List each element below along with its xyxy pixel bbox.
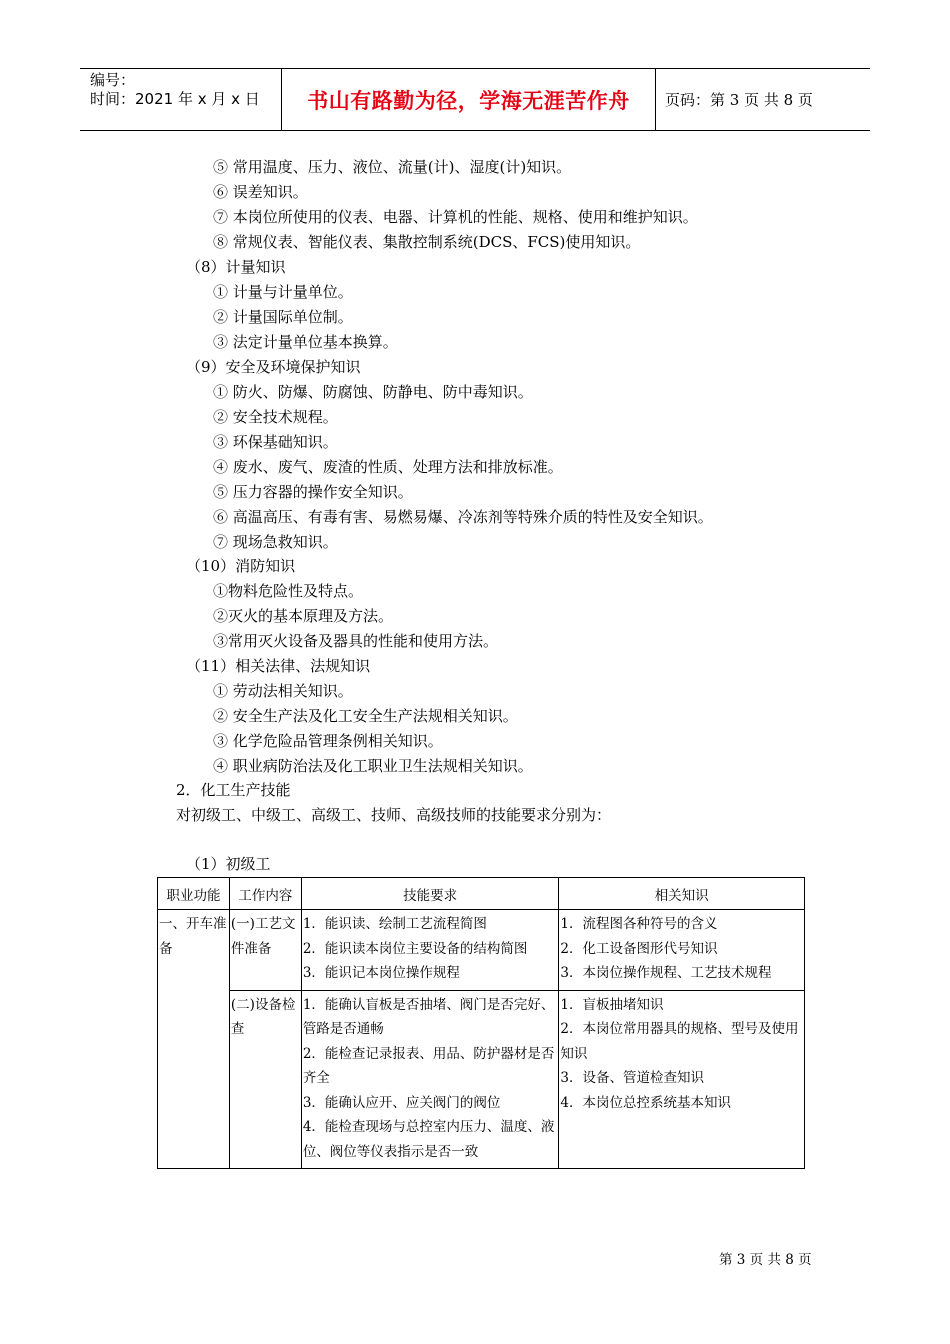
skill-item: 2．能检查记录报表、用品、防护器材是否齐全 <box>302 1045 555 1086</box>
list-item: ⑦ 现场急救知识。 <box>213 533 338 551</box>
list-item: ⑦ 本岗位所使用的仪表、电器、计算机的性能、规格、使用和维护知识。 <box>213 208 698 226</box>
knowledge-cell <box>559 910 805 991</box>
content-text: (一)工艺文件准备 <box>230 916 296 957</box>
table-row <box>158 910 805 991</box>
table-row <box>158 990 805 1169</box>
list-item: ②灭火的基本原理及方法。 <box>213 607 394 625</box>
knowledge-item: 3．本岗位操作规程、工艺技术规程 <box>560 965 772 981</box>
list-item: ⑤ 压力容器的操作安全知识。 <box>213 483 413 501</box>
page-footer: 第 3 页 共 8 页 <box>719 1252 812 1268</box>
paragraph: 对初级工、中级工、高级工、技师、高级技师的技能要求分别为： <box>176 806 612 824</box>
header-knowledge: 相关知识 <box>559 878 805 910</box>
knowledge-item: 1．盲板抽堵知识 <box>560 996 664 1013</box>
knowledge-item: 4．本岗位总控系统基本知识 <box>560 1094 731 1111</box>
knowledge-item: 2．本岗位常用器具的规格、型号及使用知识 <box>560 1021 799 1062</box>
list-item: ④ 职业病防治法及化工职业卫生法规相关知识。 <box>213 757 533 775</box>
list-item: ③ 环保基础知识。 <box>213 433 338 451</box>
list-item: ③ 法定计量单位基本换算。 <box>213 333 398 351</box>
knowledge-cell <box>559 990 805 1169</box>
skill-item: 3．能确认应开、应关阀门的阀位 <box>302 1094 501 1111</box>
function-text: 一、开车准备 <box>159 916 227 957</box>
header-page-number: 页码：第 3 页 共 8 页 <box>665 91 813 109</box>
section-heading: （10）消防知识 <box>186 557 296 575</box>
knowledge-item: 2．化工设备图形代号知识 <box>560 940 718 957</box>
list-item: ① 劳动法相关知识。 <box>213 682 353 700</box>
header-motto: 书山有路勤为径，学海无涯苦作舟 <box>281 69 656 130</box>
list-item: ① 防火、防爆、防腐蚀、防静电、防中毒知识。 <box>213 383 533 401</box>
subsection-heading: （1）初级工 <box>186 855 271 873</box>
header-meta <box>90 71 260 109</box>
skill-item: 3．能识记本岗位操作规程 <box>302 965 460 981</box>
skills-cell <box>301 990 559 1169</box>
page-header <box>80 68 870 131</box>
content-cell <box>229 990 301 1169</box>
list-item: ①物料危险性及特点。 <box>213 582 364 600</box>
skill-item: 4．能检查现场与总控室内压力、温度、液位、阀位等仪表指示是否一致 <box>302 1119 555 1160</box>
function-cell <box>158 910 230 1169</box>
list-item: ② 计量国际单位制。 <box>213 308 353 326</box>
skill-item: 1．能确认盲板是否抽堵、阀门是否完好、管路是否通畅 <box>302 996 555 1037</box>
section-heading: 2．化工生产技能 <box>176 781 291 799</box>
list-item: ② 安全技术规程。 <box>213 408 338 426</box>
content-text: (二)设备检查 <box>230 996 296 1037</box>
skill-item: 1．能识读、绘制工艺流程简图 <box>302 916 487 932</box>
section-heading: （8）计量知识 <box>186 258 286 276</box>
skill-item: 2．能识读本岗位主要设备的结构简图 <box>302 940 528 957</box>
list-item: ③ 化学危险品管理条例相关知识。 <box>213 732 443 750</box>
section-heading: （11）相关法律、法规知识 <box>186 657 371 675</box>
doc-number-label: 编号： <box>90 71 136 89</box>
list-item: ⑥ 误差知识。 <box>213 183 308 201</box>
skills-cell <box>301 910 559 991</box>
knowledge-item: 3．设备、管道检查知识 <box>560 1070 704 1086</box>
skill-table <box>157 877 805 1169</box>
header-content: 工作内容 <box>229 878 301 910</box>
knowledge-item: 1．流程图各种符号的含义 <box>560 916 718 932</box>
list-item: ⑧ 常规仪表、智能仪表、集散控制系统(DCS、FCS)使用知识。 <box>213 233 641 251</box>
list-item: ⑥ 高温高压、有毒有害、易燃易爆、冷冻剂等特殊介质的特性及安全知识。 <box>213 508 713 526</box>
header-skills: 技能要求 <box>301 878 559 910</box>
list-item: ② 安全生产法及化工安全生产法规相关知识。 <box>213 707 518 725</box>
table-header-row <box>158 878 805 910</box>
header-function: 职业功能 <box>158 878 230 910</box>
list-item: ⑤ 常用温度、压力、液位、流量(计)、湿度(计)知识。 <box>213 158 572 176</box>
section-heading: （9）安全及环境保护知识 <box>186 358 361 376</box>
list-item: ③常用灭火设备及器具的性能和使用方法。 <box>213 632 499 650</box>
list-item: ④ 废水、废气、废渣的性质、处理方法和排放标准。 <box>213 458 563 476</box>
doc-time-label: 时间：2021 年 x 月 x 日 <box>90 90 260 108</box>
list-item: ① 计量与计量单位。 <box>213 283 353 301</box>
content-cell <box>229 910 301 991</box>
